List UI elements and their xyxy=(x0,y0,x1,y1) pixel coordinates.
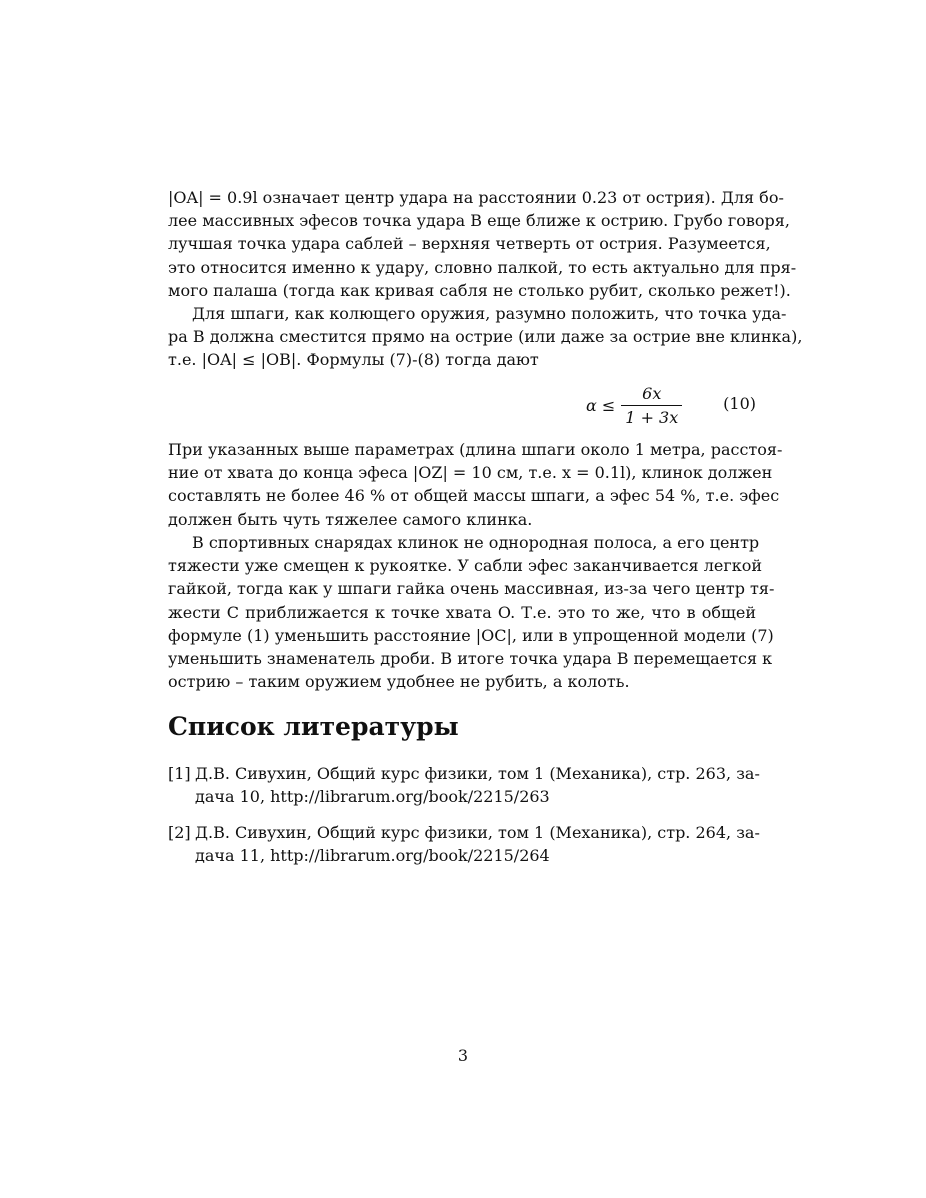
text-line: жести C приближается к точке хвата O. Т.е. это то же, что в общей xyxy=(168,602,756,622)
text-line: лее массивных эфесов точка удара B еще ближе к острию. Грубо говоря, xyxy=(168,211,790,231)
text-line: |OA| = 0.9l означает центр удара на расстоянии 0.23 от острия). Для бо- xyxy=(168,188,784,207)
text-line: уменьшить знаменатель дроби. В итоге точка удара B перемещается к xyxy=(168,648,773,668)
reference-line: дача 10, http://librarum.org/book/2215/263 xyxy=(195,787,550,807)
text-line: должен быть чуть тяжелее самого клинка. xyxy=(168,509,533,529)
equation-numerator: 6x xyxy=(642,384,662,403)
text-line: мого палаша (тогда как кривая сабля не столько рубит, сколько режет!). xyxy=(168,280,791,300)
text-line: ние от хвата до конца эфеса |OZ| = 10 см, т.е. x = 0.1l), клинок должен xyxy=(168,463,773,483)
paragraph-1 xyxy=(168,186,797,302)
paragraph-4 xyxy=(168,531,775,693)
equation-lhs: α ≤ xyxy=(586,396,616,415)
equation-number: (10) xyxy=(723,394,756,413)
reference-label: [2] xyxy=(168,823,191,842)
equation-formula xyxy=(586,384,682,427)
reference-body xyxy=(195,762,760,808)
reference-line: Д.В. Сивухин, Общий курс физики, том 1 (Механика), стр. 263, за- xyxy=(195,764,760,783)
text-line: В спортивных снарядах клинок не однородная полоса, а его центр xyxy=(192,533,760,552)
reference-line: дача 11, http://librarum.org/book/2215/264 xyxy=(195,846,550,866)
reference-body xyxy=(195,821,760,867)
text-line: При указанных выше параметрах (длина шпаги около 1 метра, расстоя- xyxy=(168,440,783,459)
reference-label: [1] xyxy=(168,764,191,783)
equation-fraction xyxy=(621,384,682,427)
equation-denominator: 1 + 3x xyxy=(621,405,682,427)
bibliography-heading: Список литературы xyxy=(168,712,459,741)
paragraph-2 xyxy=(168,302,803,372)
text-line: Для шпаги, как колющего оружия, разумно положить, что точка уда- xyxy=(192,304,787,323)
paragraph-3 xyxy=(168,438,783,531)
text-line: тяжести уже смещен к рукоятке. У сабли эфес заканчивается легкой xyxy=(168,556,763,576)
page-number: 3 xyxy=(457,1046,469,1065)
text-line: лучшая точка удара саблей – верхняя четверть от острия. Разумеется, xyxy=(168,234,771,254)
text-line: составлять не более 46 % от общей массы шпаги, а эфес 54 %, т.е. эфес xyxy=(168,486,780,506)
text-line: это относится именно к удару, словно палкой, то есть актуально для пря- xyxy=(168,257,797,277)
text-line: гайкой, тогда как у шпаги гайка очень массивная, из-за чего центр тя- xyxy=(168,579,775,599)
text-line: острию – таким оружием удобнее не рубить, а колоть. xyxy=(168,672,630,692)
reference-line: Д.В. Сивухин, Общий курс физики, том 1 (Механика), стр. 264, за- xyxy=(195,823,760,842)
text-line: ра B должна сместится прямо на острие (или даже за острие вне клинка), xyxy=(168,327,803,347)
text-line: формуле (1) уменьшить расстояние |OC|, или в упрощенной модели (7) xyxy=(168,625,774,645)
equation-10 xyxy=(168,382,756,432)
text-line: т.е. |OA| ≤ |OB|. Формулы (7)-(8) тогда дают xyxy=(168,350,539,370)
